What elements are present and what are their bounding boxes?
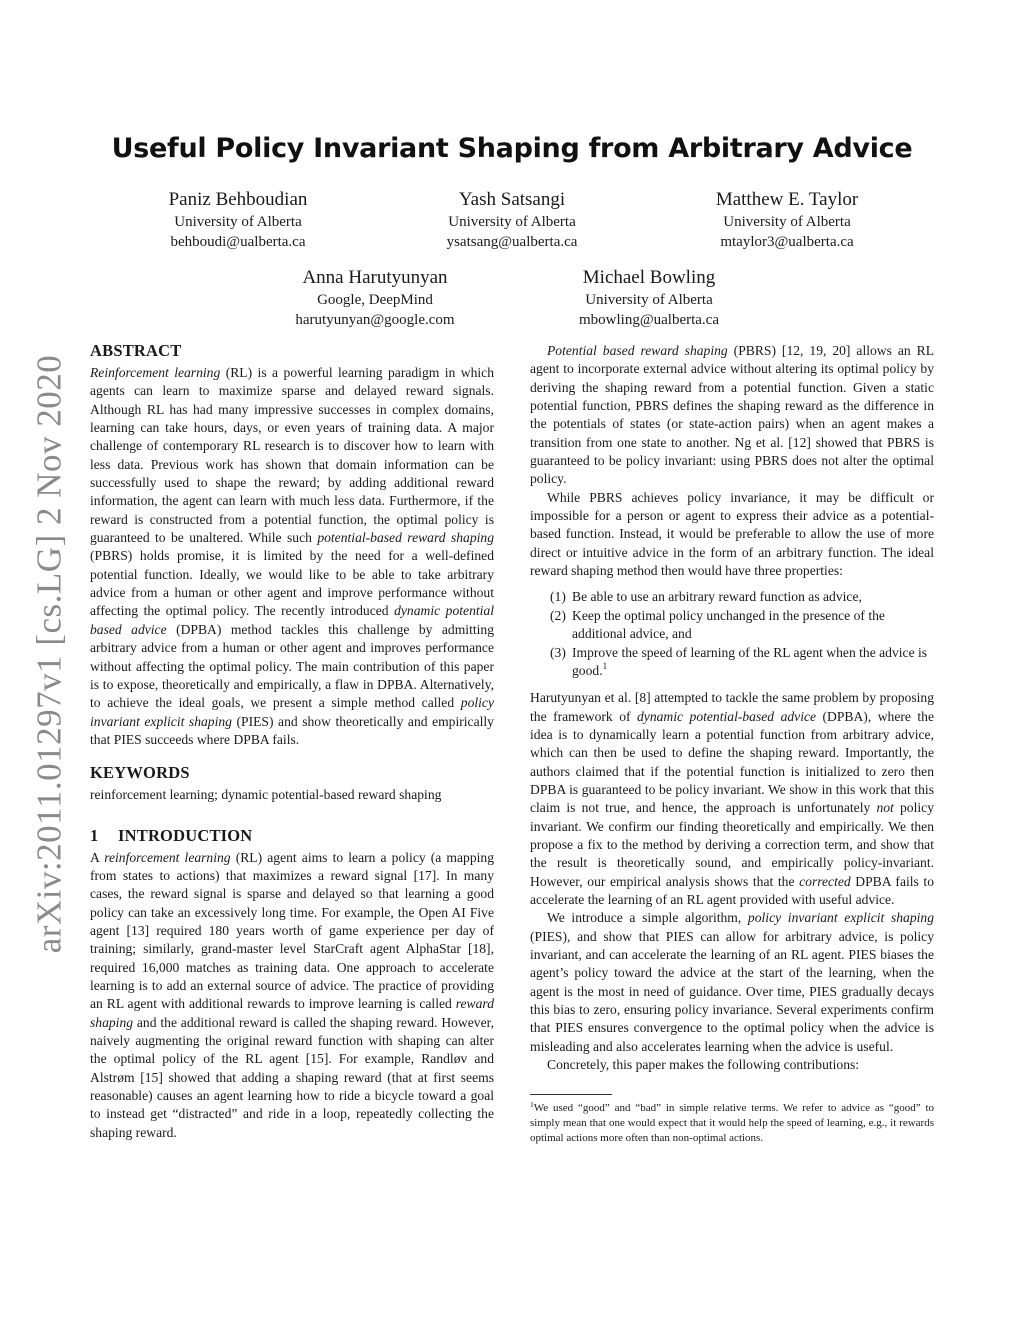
section-number: 1	[90, 825, 99, 845]
author-name: Yash Satsangi	[458, 189, 566, 210]
list-item: (1) Be able to use an arbitrary reward function as advice,	[550, 589, 862, 605]
author-name: Matthew E. Taylor	[715, 189, 859, 210]
intro-paragraph: A reinforcement learning (RL) agent aims to learn a policy (a mapping from states to actions) that maximizes a reward signal [17]. In many cases, the reward signal is sparse and delayed so that learning a good policy can take an excessively long time. For example, the Open AI Five agent [13] required 180 years worth of game experience per day of training; similarly, grand-master level StarCraft agent AlphaStar [18], required 16,000 matches as training data. One approach to accelerate learning is to add an external source of advice. The practice of providing an RL agent with additional rewards to improve learning is called reward shaping and the additional reward is called the shaping reward. However, naively augmenting the original reward function with shaping can alter the optimal policy of the RL agent [15]. For example, Randløv and Alstrøm [15] showed that adding a shaping reward (that at first seems reasonable) causes an agent learning how to ride a bicycle toward a goal to instead get “distracted” and ride in a loop, repeatedly collecting the shaping reward.	[90, 849, 494, 1140]
author-affiliation: University of Alberta	[723, 214, 851, 230]
author-block	[657, 188, 917, 252]
body-paragraph: While PBRS achieves policy invariance, it may be difficult or impossible for a person or agent to express their advice as a potential-based function. Instead, it would be preferable to allow the use of more direct or intuitive advice in the form of an arbitrary function. The ideal reward shaping method then would have three properties:	[530, 489, 934, 579]
abstract-text: Reinforcement learning (RL) is a powerful learning paradigm in which agents can learn to maximize sparse and delayed reward signals. Although RL has had many impressive successes in complex domains, learning can take hours, days, or even years of training data. A major challenge of contemporary RL research is to discover how to learn with less data. Previous work has shown that domain information can be successfully used to shape the reward; by adding additional reward information, the agent can learn with much less data. Furthermore, if the reward is constructed from a potential function, the optimal policy is guaranteed to be unaltered. While such potential-based reward shaping (PBRS) holds promise, it is limited by the need for a well-defined potential function. Ideally, we would like to be able to take arbitrary advice from a human or other agent and improve performance without affecting the optimal policy. The recently introduced dynamic potential based advice (DPBA) method tackles this challenge by admitting arbitrary advice from a human or other agent and improves performance without affecting the optimal policy. The main contribution of this paper is to expose, theoretically and empirically, a flaw in DPBA. Alternatively, to achieve the ideal goals, we present a simple method called policy invariant explicit shaping (PIES) and show theoretically and empirically that PIES succeeds where DPBA fails.	[90, 365, 495, 747]
author-name: Anna Harutyunyan	[302, 267, 448, 288]
author-email: mtaylor3@ualberta.ca	[720, 234, 854, 250]
author-block	[108, 188, 368, 252]
footnote-marker: 1	[602, 660, 608, 671]
body-paragraph: Potential based reward shaping (PBRS) [12, 19, 20] allows an RL agent to incorporate external advice without altering its optimal policy by deriving the shaping reward from a potential function. Given a static potential function, PBRS defines the shaping reward as the difference in the potentials of states (or state-action pairs) when an agent makes a transition from one state to another. Ng et al. [12] showed that PBRS is guaranteed to be policy invariant: using PBRS does not alter the optimal policy.	[530, 343, 935, 487]
left-column	[90, 340, 494, 1142]
keywords-heading: KEYWORDS	[90, 763, 190, 783]
author-block	[245, 266, 505, 330]
footnote: $^1$We used “good” and “bad” in simple relative terms. We refer to advice as “good” to simply mean that one would expect that it would help the speed of learning, e.g., it rewards optimal actions more often than non-optimal actions.	[530, 1100, 934, 1144]
list-item: (2) Keep the optimal policy unchanged in the presence of the additional advice, and	[550, 607, 885, 642]
keywords-text: reinforcement learning; dynamic potential-based reward shaping	[90, 787, 442, 803]
author-name: Paniz Behboudian	[168, 189, 308, 210]
author-block	[519, 266, 779, 330]
introduction-heading	[90, 825, 494, 847]
body-paragraph: Harutyunyan et al. [8] attempted to tackle the same problem by proposing the framework of dynamic potential-based advice (DPBA), where the idea is to dynamically learn a potential function from arbitrary advice, which can then be used to define the shaping reward. Importantly, the authors claimed that if the potential function is initialized to zero then DPBA is guaranteed to be policy invariant. We show in this work that this claim is not true, and hence, the approach is unfortunately not policy invariant. We confirm our finding theoretically and empirically. We then propose a fix to the method by deriving a correction term, and show that the result is theoretically sound, and empirically policy-invariant. However, our empirical analysis shows that the corrected DPBA fails to accelerate the learning of an RL agent provided with useful advice.	[530, 690, 934, 907]
author-affiliation: University of Alberta	[585, 292, 713, 308]
properties-list	[530, 588, 934, 680]
abstract-heading: ABSTRACT	[90, 341, 182, 360]
author-email: harutyunyan@google.com	[295, 312, 455, 328]
author-block	[382, 188, 642, 252]
author-email: mbowling@ualberta.ca	[578, 312, 720, 328]
body-paragraph: We introduce a simple algorithm, policy invariant explicit shaping (PIES), and show that PIES can allow for arbitrary advice, is policy invariant, and can accelerate the learning of an RL agent. PIES biases the agent’s policy toward the advice at the start of the learning, when the agent is the most in need of guidance. Over time, PIES gradually decays this bias to zero, ensuring policy invariance. Several experiments confirm that PIES ensures convergence to the optimal policy when the advice is misleading and also accelerates learning when the advice is useful.	[530, 910, 934, 1054]
author-name: Michael Bowling	[582, 267, 716, 288]
right-column	[530, 342, 934, 1145]
author-affiliation: Google, DeepMind	[317, 292, 433, 308]
author-email: ysatsang@ualberta.ca	[446, 234, 578, 250]
footnote-divider	[530, 1094, 612, 1095]
author-affiliation: University of Alberta	[448, 214, 576, 230]
list-item: (3) Improve the speed of learning of the RL agent when the advice is good.$^1$	[550, 644, 928, 678]
author-affiliation: University of Alberta	[174, 214, 302, 230]
arxiv-id: arXiv:2011.01297v1 [cs.LG] 2 Nov 2020	[29, 354, 69, 954]
paper-title: Useful Policy Invariant Shaping from Arbitrary Advice	[111, 133, 913, 164]
section-title: INTRODUCTION	[118, 825, 253, 845]
body-paragraph: Concretely, this paper makes the following contributions:	[547, 1057, 860, 1073]
arxiv-stamp	[22, 352, 76, 956]
author-email: behboudi@ualberta.ca	[170, 234, 306, 250]
